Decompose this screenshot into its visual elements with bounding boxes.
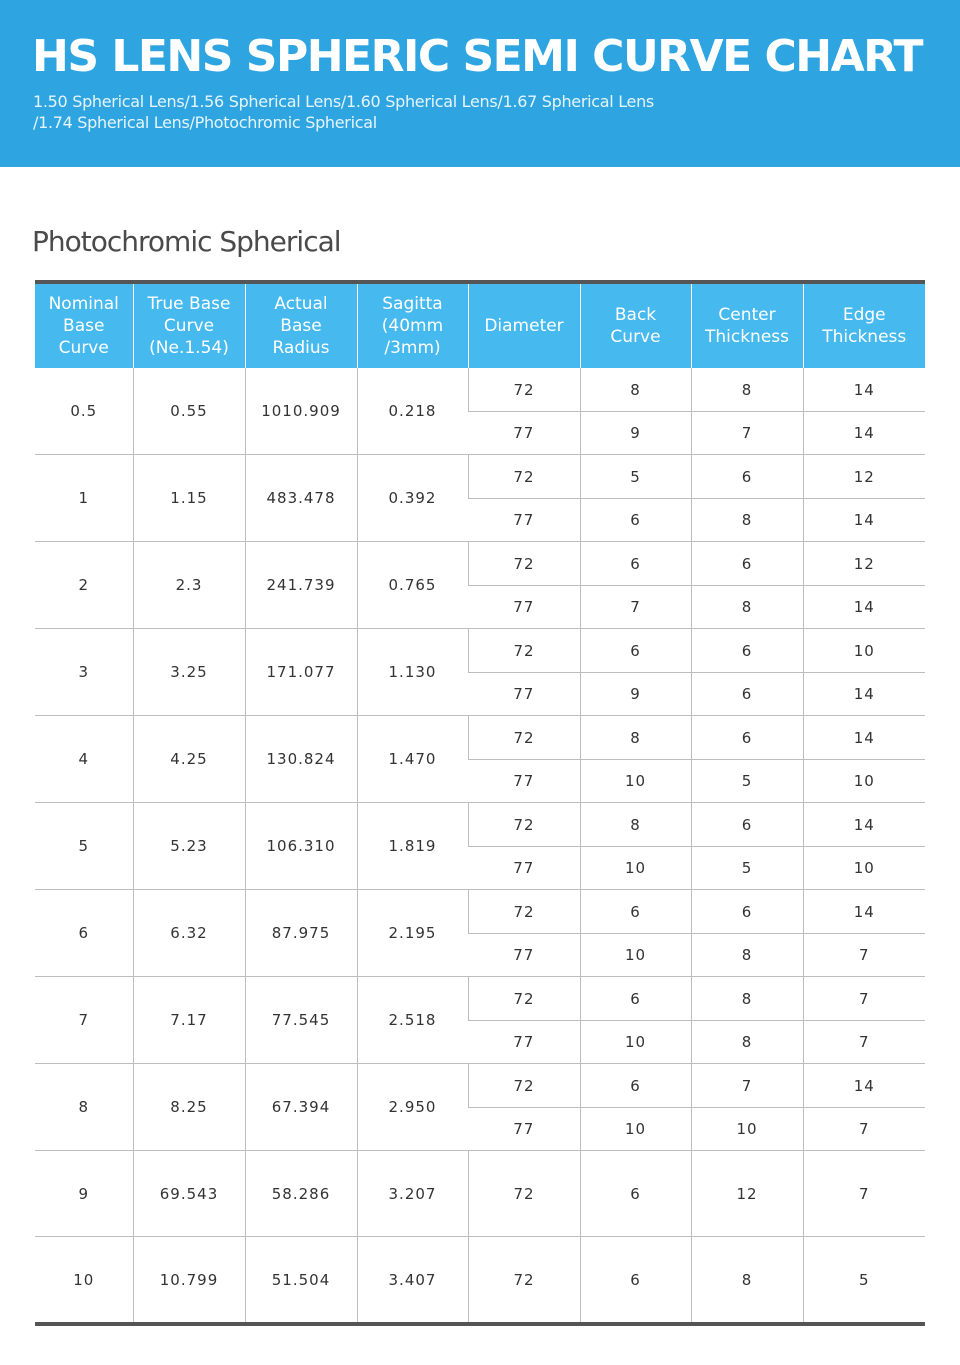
actual-base-radius-cell: 87.975 bbox=[245, 890, 357, 977]
edge-thickness-cell: 7 bbox=[803, 977, 925, 1021]
sagitta-cell: 1.130 bbox=[357, 629, 468, 716]
column-header-true-base-curve bbox=[133, 282, 245, 368]
true-base-curve-cell: 5.23 bbox=[133, 803, 245, 890]
column-header-line: Diameter bbox=[484, 316, 564, 336]
diameter-cell: 72 bbox=[468, 629, 580, 673]
column-header-line: Back bbox=[614, 305, 657, 325]
true-base-curve-cell: 6.32 bbox=[133, 890, 245, 977]
nominal-base-curve-cell: 5 bbox=[35, 803, 133, 890]
center-thickness-cell: 10 bbox=[691, 1108, 803, 1151]
curve-chart-table bbox=[35, 280, 925, 1326]
true-base-curve-cell: 10.799 bbox=[133, 1237, 245, 1325]
diameter-cell: 77 bbox=[468, 847, 580, 890]
table-body bbox=[35, 368, 925, 1324]
sagitta-cell: 3.407 bbox=[357, 1237, 468, 1325]
column-header-edge-thickness bbox=[803, 282, 925, 368]
actual-base-radius-cell: 67.394 bbox=[245, 1064, 357, 1151]
back-curve-cell: 8 bbox=[580, 368, 691, 412]
back-curve-cell: 6 bbox=[580, 629, 691, 673]
diameter-cell: 77 bbox=[468, 586, 580, 629]
sagitta-cell: 2.195 bbox=[357, 890, 468, 977]
column-header-center-thickness bbox=[691, 282, 803, 368]
edge-thickness-cell: 12 bbox=[803, 542, 925, 586]
back-curve-cell: 9 bbox=[580, 673, 691, 716]
edge-thickness-cell: 10 bbox=[803, 629, 925, 673]
true-base-curve-cell: 8.25 bbox=[133, 1064, 245, 1151]
actual-base-radius-cell: 106.310 bbox=[245, 803, 357, 890]
edge-thickness-cell: 14 bbox=[803, 890, 925, 934]
column-header-line: Base bbox=[280, 316, 322, 336]
column-header-back-curve bbox=[580, 282, 691, 368]
diameter-cell: 77 bbox=[468, 1108, 580, 1151]
column-header-line: (Ne.1.54) bbox=[149, 338, 229, 358]
center-thickness-cell: 5 bbox=[691, 760, 803, 803]
diameter-cell: 72 bbox=[468, 1064, 580, 1108]
nominal-base-curve-cell: 7 bbox=[35, 977, 133, 1064]
page-title: HS LENS SPHERIC SEMI CURVE CHART bbox=[32, 31, 923, 82]
table-row bbox=[35, 455, 925, 499]
center-thickness-cell: 6 bbox=[691, 455, 803, 499]
back-curve-cell: 5 bbox=[580, 455, 691, 499]
edge-thickness-cell: 10 bbox=[803, 847, 925, 890]
column-header-line: Curve bbox=[58, 338, 109, 358]
actual-base-radius-cell: 241.739 bbox=[245, 542, 357, 629]
back-curve-cell: 6 bbox=[580, 499, 691, 542]
true-base-curve-cell: 1.15 bbox=[133, 455, 245, 542]
back-curve-cell: 8 bbox=[580, 803, 691, 847]
table-row bbox=[35, 890, 925, 934]
column-header-line: Edge bbox=[842, 305, 886, 325]
edge-thickness-cell: 7 bbox=[803, 1151, 925, 1237]
center-thickness-cell: 6 bbox=[691, 542, 803, 586]
edge-thickness-cell: 14 bbox=[803, 586, 925, 629]
nominal-base-curve-cell: 4 bbox=[35, 716, 133, 803]
back-curve-cell: 6 bbox=[580, 1151, 691, 1237]
true-base-curve-cell: 7.17 bbox=[133, 977, 245, 1064]
sagitta-cell: 1.470 bbox=[357, 716, 468, 803]
back-curve-cell: 8 bbox=[580, 716, 691, 760]
back-curve-cell: 6 bbox=[580, 1064, 691, 1108]
column-header-line: Thickness bbox=[704, 327, 790, 347]
sagitta-cell: 1.819 bbox=[357, 803, 468, 890]
sagitta-cell: 0.392 bbox=[357, 455, 468, 542]
column-header-nominal-base-curve bbox=[35, 282, 133, 368]
table-row bbox=[35, 1064, 925, 1108]
column-header-line: Sagitta bbox=[382, 294, 443, 314]
center-thickness-cell: 6 bbox=[691, 673, 803, 716]
nominal-base-curve-cell: 3 bbox=[35, 629, 133, 716]
sagitta-cell: 0.218 bbox=[357, 368, 468, 455]
center-thickness-cell: 5 bbox=[691, 847, 803, 890]
diameter-cell: 72 bbox=[468, 716, 580, 760]
diameter-cell: 72 bbox=[468, 455, 580, 499]
column-header-line: Thickness bbox=[822, 327, 907, 347]
table-row bbox=[35, 368, 925, 412]
table-row bbox=[35, 977, 925, 1021]
true-base-curve-cell: 2.3 bbox=[133, 542, 245, 629]
diameter-cell: 72 bbox=[468, 977, 580, 1021]
center-thickness-cell: 7 bbox=[691, 1064, 803, 1108]
center-thickness-cell: 8 bbox=[691, 977, 803, 1021]
column-header-line: Curve bbox=[163, 316, 215, 336]
edge-thickness-cell: 14 bbox=[803, 803, 925, 847]
actual-base-radius-cell: 483.478 bbox=[245, 455, 357, 542]
edge-thickness-cell: 14 bbox=[803, 1064, 925, 1108]
actual-base-radius-cell: 77.545 bbox=[245, 977, 357, 1064]
sagitta-cell: 2.518 bbox=[357, 977, 468, 1064]
true-base-curve-cell: 3.25 bbox=[133, 629, 245, 716]
actual-base-radius-cell: 51.504 bbox=[245, 1237, 357, 1325]
page-subtitle-line-2: /1.74 Spherical Lens/Photochromic Spherical bbox=[33, 113, 377, 132]
column-header-line: /3mm) bbox=[384, 338, 441, 358]
diameter-cell: 77 bbox=[468, 499, 580, 542]
back-curve-cell: 6 bbox=[580, 890, 691, 934]
diameter-cell: 77 bbox=[468, 934, 580, 977]
sagitta-cell: 2.950 bbox=[357, 1064, 468, 1151]
back-curve-cell: 10 bbox=[580, 760, 691, 803]
edge-thickness-cell: 14 bbox=[803, 499, 925, 542]
back-curve-cell: 7 bbox=[580, 586, 691, 629]
edge-thickness-cell: 14 bbox=[803, 673, 925, 716]
true-base-curve-cell: 0.55 bbox=[133, 368, 245, 455]
center-thickness-cell: 7 bbox=[691, 412, 803, 455]
diameter-cell: 77 bbox=[468, 412, 580, 455]
edge-thickness-cell: 7 bbox=[803, 934, 925, 977]
table-row bbox=[35, 542, 925, 586]
actual-base-radius-cell: 171.077 bbox=[245, 629, 357, 716]
table-header-row bbox=[35, 282, 925, 368]
table-row bbox=[35, 716, 925, 760]
center-thickness-cell: 8 bbox=[691, 368, 803, 412]
table-row bbox=[35, 629, 925, 673]
section-title: Photochromic Spherical bbox=[32, 225, 341, 258]
nominal-base-curve-cell: 10 bbox=[73, 1270, 95, 1289]
actual-base-radius-cell: 58.286 bbox=[245, 1151, 357, 1237]
nominal-base-curve-cell: 0.5 bbox=[35, 368, 133, 455]
center-thickness-cell: 8 bbox=[691, 499, 803, 542]
column-header-line: True Base bbox=[147, 294, 231, 314]
center-thickness-cell: 6 bbox=[691, 890, 803, 934]
diameter-cell: 72 bbox=[468, 1237, 580, 1325]
center-thickness-cell: 6 bbox=[691, 803, 803, 847]
actual-base-radius-cell: 130.824 bbox=[245, 716, 357, 803]
nominal-base-curve-cell: 8 bbox=[35, 1064, 133, 1151]
diameter-cell: 72 bbox=[468, 890, 580, 934]
diameter-cell: 72 bbox=[468, 803, 580, 847]
edge-thickness-cell: 12 bbox=[803, 455, 925, 499]
diameter-cell: 77 bbox=[468, 673, 580, 716]
back-curve-cell: 6 bbox=[580, 542, 691, 586]
edge-thickness-cell: 7 bbox=[803, 1108, 925, 1151]
table-row bbox=[35, 1151, 925, 1237]
back-curve-cell: 10 bbox=[580, 1108, 691, 1151]
back-curve-cell: 10 bbox=[580, 847, 691, 890]
center-thickness-cell: 8 bbox=[691, 586, 803, 629]
nominal-base-curve-cell: 6 bbox=[35, 890, 133, 977]
edge-thickness-cell: 14 bbox=[803, 716, 925, 760]
center-thickness-cell: 6 bbox=[691, 716, 803, 760]
back-curve-cell: 10 bbox=[580, 934, 691, 977]
column-header-line: Nominal bbox=[48, 294, 119, 314]
edge-thickness-cell: 5 bbox=[803, 1237, 925, 1325]
column-header-actual-base-radius bbox=[245, 282, 357, 368]
edge-thickness-cell: 14 bbox=[803, 412, 925, 455]
diameter-cell: 72 bbox=[468, 542, 580, 586]
column-header-line: Base bbox=[63, 316, 105, 336]
actual-base-radius-cell: 1010.909 bbox=[245, 368, 357, 455]
column-header-line: (40mm bbox=[381, 316, 444, 336]
back-curve-cell: 9 bbox=[580, 412, 691, 455]
diameter-cell: 77 bbox=[468, 760, 580, 803]
edge-thickness-cell: 10 bbox=[803, 760, 925, 803]
back-curve-cell: 6 bbox=[580, 1237, 691, 1325]
edge-thickness-cell: 7 bbox=[803, 1021, 925, 1064]
table-row bbox=[35, 803, 925, 847]
true-base-curve-cell: 4.25 bbox=[133, 716, 245, 803]
column-header-line: Curve bbox=[610, 327, 661, 347]
center-thickness-cell: 12 bbox=[691, 1151, 803, 1237]
header-banner bbox=[0, 0, 960, 167]
nominal-base-curve-cell: 9 bbox=[35, 1151, 133, 1237]
edge-thickness-cell: 14 bbox=[803, 368, 925, 412]
column-header-sagitta bbox=[357, 282, 468, 368]
column-header-line: Actual bbox=[274, 294, 328, 314]
nominal-base-curve-cell: 1 bbox=[35, 455, 133, 542]
sagitta-cell: 3.207 bbox=[357, 1151, 468, 1237]
true-base-curve-cell: 69.543 bbox=[133, 1151, 245, 1237]
column-header-line: Center bbox=[718, 305, 776, 325]
column-header-diameter bbox=[468, 282, 580, 368]
diameter-cell: 72 bbox=[468, 368, 580, 412]
sagitta-cell: 0.765 bbox=[357, 542, 468, 629]
back-curve-cell: 6 bbox=[580, 977, 691, 1021]
back-curve-cell: 10 bbox=[580, 1021, 691, 1064]
center-thickness-cell: 8 bbox=[691, 1021, 803, 1064]
diameter-cell: 72 bbox=[468, 1151, 580, 1237]
column-header-line: Radius bbox=[272, 338, 330, 358]
table-row bbox=[35, 1237, 925, 1325]
center-thickness-cell: 8 bbox=[691, 1237, 803, 1325]
center-thickness-cell: 8 bbox=[691, 934, 803, 977]
page-subtitle-line-1: 1.50 Spherical Lens/1.56 Spherical Lens/1.60 Spherical Lens/1.67 Spherical Lens bbox=[33, 92, 654, 111]
nominal-base-curve-cell: 2 bbox=[35, 542, 133, 629]
diameter-cell: 77 bbox=[468, 1021, 580, 1064]
center-thickness-cell: 6 bbox=[691, 629, 803, 673]
